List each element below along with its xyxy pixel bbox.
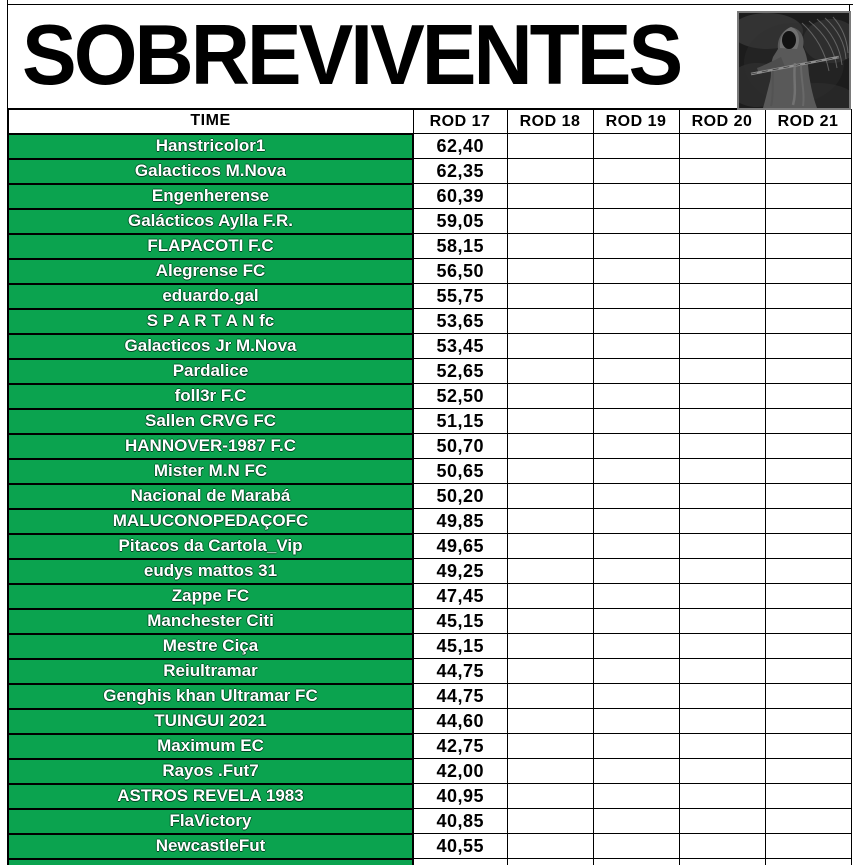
table-row	[8, 159, 851, 184]
score-cell-rod-21[interactable]	[765, 559, 851, 584]
score-cell-rod-18[interactable]	[507, 834, 593, 859]
team-cell[interactable]: Pitacos da Cartola_Vip	[8, 534, 413, 559]
team-cell[interactable]: FLAPACOTI F.C	[8, 234, 413, 259]
score-cell-rod-18[interactable]	[507, 659, 593, 684]
score-cell-rod-18[interactable]	[507, 484, 593, 509]
table-row	[8, 259, 851, 284]
team-cell[interactable]: Mestre Ciça	[8, 634, 413, 659]
team-cell[interactable]: Mister M.N FC	[8, 459, 413, 484]
score-cell-rod-17[interactable]: 44,60	[413, 709, 507, 734]
score-cell-rod-18[interactable]	[507, 184, 593, 209]
score-cell-rod-17[interactable]: 55,75	[413, 284, 507, 309]
page-title: SOBREVIVENTES	[22, 8, 681, 103]
score-cell-rod-20[interactable]	[679, 284, 765, 309]
team-cell[interactable]: Maximum EC	[8, 734, 413, 759]
score-cell-rod-18[interactable]	[507, 159, 593, 184]
score-cell-rod-17[interactable]: 52,65	[413, 359, 507, 384]
score-cell-rod-20[interactable]	[679, 659, 765, 684]
standings-table	[7, 109, 852, 865]
score-cell-rod-20[interactable]	[679, 259, 765, 284]
table-row	[8, 534, 851, 559]
grim-reaper-icon	[739, 13, 849, 108]
score-cell-rod-21[interactable]	[765, 309, 851, 334]
team-cell[interactable]: Rayos .Fut7	[8, 759, 413, 784]
score-cell-rod-19[interactable]	[593, 759, 679, 784]
table-row	[8, 184, 851, 209]
score-cell-rod-18[interactable]	[507, 609, 593, 634]
score-cell-rod-19[interactable]	[593, 634, 679, 659]
team-cell[interactable]: Sallen CRVG FC	[8, 409, 413, 434]
title-banner	[7, 4, 850, 109]
score-cell-rod-20[interactable]	[679, 184, 765, 209]
score-cell-rod-19[interactable]	[593, 334, 679, 359]
score-cell-rod-21[interactable]	[765, 509, 851, 534]
score-cell-rod-17[interactable]: 45,15	[413, 634, 507, 659]
score-cell-rod-17[interactable]: 47,45	[413, 584, 507, 609]
table-row	[8, 759, 851, 784]
score-cell-rod-19[interactable]	[593, 409, 679, 434]
team-cell[interactable]: FlaVictory	[8, 809, 413, 834]
score-cell-rod-18[interactable]	[507, 634, 593, 659]
table-row	[8, 409, 851, 434]
score-cell-rod-19[interactable]	[593, 559, 679, 584]
header-cell-time[interactable]: TIME	[8, 110, 413, 134]
team-cell[interactable]: Reiultramar	[8, 659, 413, 684]
score-cell-rod-21[interactable]	[765, 409, 851, 434]
score-cell-rod-17[interactable]: 58,15	[413, 234, 507, 259]
score-cell-rod-17[interactable]: 62,35	[413, 159, 507, 184]
team-cell[interactable]: Manchester Citi	[8, 609, 413, 634]
table-row	[8, 784, 851, 809]
score-cell-rod-19[interactable]	[593, 859, 679, 865]
score-cell-rod-20[interactable]	[679, 759, 765, 784]
score-cell-rod-20[interactable]	[679, 734, 765, 759]
score-cell-rod-19[interactable]	[593, 159, 679, 184]
score-cell-rod-20[interactable]	[679, 359, 765, 384]
score-cell-rod-18[interactable]	[507, 784, 593, 809]
score-cell-rod-20[interactable]	[679, 859, 765, 865]
table-row	[8, 384, 851, 409]
score-cell-rod-19[interactable]	[593, 484, 679, 509]
score-cell-rod-20[interactable]	[679, 634, 765, 659]
score-cell-rod-17[interactable]: 49,65	[413, 534, 507, 559]
table-row	[8, 334, 851, 359]
score-cell-rod-18[interactable]	[507, 434, 593, 459]
score-cell-rod-21[interactable]	[765, 359, 851, 384]
score-cell-rod-19[interactable]	[593, 609, 679, 634]
score-cell-rod-17[interactable]: 62,40	[413, 134, 507, 159]
table-row	[8, 234, 851, 259]
score-cell-rod-17[interactable]: 49,25	[413, 559, 507, 584]
score-cell-rod-17[interactable]: 56,50	[413, 259, 507, 284]
score-cell-rod-19[interactable]	[593, 309, 679, 334]
score-cell-rod-21[interactable]	[765, 834, 851, 859]
score-cell-rod-19[interactable]	[593, 684, 679, 709]
score-cell-rod-20[interactable]	[679, 584, 765, 609]
score-cell-rod-20[interactable]	[679, 384, 765, 409]
score-cell-rod-17[interactable]	[413, 859, 507, 865]
score-cell-rod-17[interactable]: 52,50	[413, 384, 507, 409]
score-cell-rod-18[interactable]	[507, 734, 593, 759]
score-cell-rod-18[interactable]	[507, 409, 593, 434]
score-cell-rod-18[interactable]	[507, 459, 593, 484]
score-cell-rod-21[interactable]	[765, 184, 851, 209]
team-cell[interactable]: eudys mattos 31	[8, 559, 413, 584]
score-cell-rod-20[interactable]	[679, 409, 765, 434]
score-cell-rod-21[interactable]	[765, 634, 851, 659]
score-cell-rod-17[interactable]: 53,45	[413, 334, 507, 359]
score-cell-rod-21[interactable]	[765, 609, 851, 634]
score-cell-rod-19[interactable]	[593, 384, 679, 409]
score-cell-rod-19[interactable]	[593, 809, 679, 834]
score-cell-rod-17[interactable]: 51,15	[413, 409, 507, 434]
score-cell-rod-18[interactable]	[507, 359, 593, 384]
team-cell[interactable]: ASTROS REVELA 1983	[8, 784, 413, 809]
score-cell-rod-20[interactable]	[679, 709, 765, 734]
team-cell[interactable]	[8, 859, 413, 865]
score-cell-rod-18[interactable]	[507, 509, 593, 534]
score-cell-rod-19[interactable]	[593, 259, 679, 284]
score-cell-rod-18[interactable]	[507, 759, 593, 784]
score-cell-rod-20[interactable]	[679, 159, 765, 184]
score-cell-rod-21[interactable]	[765, 209, 851, 234]
score-cell-rod-21[interactable]	[765, 384, 851, 409]
table-row	[8, 559, 851, 584]
score-cell-rod-17[interactable]: 45,15	[413, 609, 507, 634]
score-cell-rod-17[interactable]: 42,75	[413, 734, 507, 759]
team-cell[interactable]: S P A R T A N fc	[8, 309, 413, 334]
table-row	[8, 709, 851, 734]
score-cell-rod-18[interactable]	[507, 859, 593, 865]
score-cell-rod-18[interactable]	[507, 259, 593, 284]
score-cell-rod-18[interactable]	[507, 559, 593, 584]
score-cell-rod-21[interactable]	[765, 234, 851, 259]
score-cell-rod-20[interactable]	[679, 834, 765, 859]
table-row	[8, 459, 851, 484]
table-row	[8, 809, 851, 834]
score-cell-rod-18[interactable]	[507, 534, 593, 559]
table-row	[8, 359, 851, 384]
score-cell-rod-18[interactable]	[507, 334, 593, 359]
table-row	[8, 509, 851, 534]
header-cell-rod-21[interactable]: ROD 21	[765, 110, 851, 134]
team-cell[interactable]: MALUCONOPEDAÇOFC	[8, 509, 413, 534]
score-cell-rod-21[interactable]	[765, 684, 851, 709]
header-cell-rod-18[interactable]: ROD 18	[507, 110, 593, 134]
score-cell-rod-17[interactable]: 59,05	[413, 209, 507, 234]
table-row	[8, 584, 851, 609]
score-cell-rod-17[interactable]: 44,75	[413, 684, 507, 709]
score-cell-rod-18[interactable]	[507, 209, 593, 234]
table-row	[8, 609, 851, 634]
score-cell-rod-20[interactable]	[679, 309, 765, 334]
score-cell-rod-21[interactable]	[765, 784, 851, 809]
table-row	[8, 284, 851, 309]
team-cell[interactable]: HANNOVER-1987 F.C	[8, 434, 413, 459]
score-cell-rod-18[interactable]	[507, 284, 593, 309]
score-cell-rod-19[interactable]	[593, 659, 679, 684]
team-cell[interactable]: TUINGUI 2021	[8, 709, 413, 734]
score-cell-rod-17[interactable]: 53,65	[413, 309, 507, 334]
score-cell-rod-19[interactable]	[593, 709, 679, 734]
score-cell-rod-17[interactable]: 50,20	[413, 484, 507, 509]
header-row	[8, 110, 851, 134]
score-cell-rod-20[interactable]	[679, 134, 765, 159]
score-cell-rod-19[interactable]	[593, 134, 679, 159]
score-cell-rod-21[interactable]	[765, 734, 851, 759]
score-cell-rod-17[interactable]: 50,65	[413, 459, 507, 484]
score-cell-rod-21[interactable]	[765, 334, 851, 359]
team-cell[interactable]: Hanstricolor1	[8, 134, 413, 159]
score-cell-rod-21[interactable]	[765, 534, 851, 559]
table-row	[8, 634, 851, 659]
table-row	[8, 209, 851, 234]
score-cell-rod-21[interactable]	[765, 159, 851, 184]
header-cell-rod-19[interactable]: ROD 19	[593, 110, 679, 134]
score-cell-rod-19[interactable]	[593, 284, 679, 309]
score-cell-rod-19[interactable]	[593, 434, 679, 459]
team-cell[interactable]: foll3r F.C	[8, 384, 413, 409]
score-cell-rod-18[interactable]	[507, 134, 593, 159]
header-cell-rod-20[interactable]: ROD 20	[679, 110, 765, 134]
grim-reaper-image	[737, 11, 851, 110]
score-cell-rod-19[interactable]	[593, 359, 679, 384]
header-cell-rod-17[interactable]: ROD 17	[413, 110, 507, 134]
score-cell-rod-19[interactable]	[593, 509, 679, 534]
score-cell-rod-17[interactable]: 42,00	[413, 759, 507, 784]
team-cell[interactable]: eduardo.gal	[8, 284, 413, 309]
table-row	[8, 659, 851, 684]
team-cell[interactable]: Galacticos M.Nova	[8, 159, 413, 184]
score-cell-rod-18[interactable]	[507, 384, 593, 409]
score-cell-rod-20[interactable]	[679, 559, 765, 584]
score-cell-rod-20[interactable]	[679, 534, 765, 559]
score-cell-rod-19[interactable]	[593, 209, 679, 234]
score-cell-rod-19[interactable]	[593, 459, 679, 484]
table-row	[8, 309, 851, 334]
team-cell[interactable]: Zappe FC	[8, 584, 413, 609]
score-cell-rod-19[interactable]	[593, 534, 679, 559]
table-row	[8, 484, 851, 509]
score-cell-rod-21[interactable]	[765, 809, 851, 834]
score-cell-rod-21[interactable]	[765, 709, 851, 734]
score-cell-rod-17[interactable]: 40,55	[413, 834, 507, 859]
score-cell-rod-19[interactable]	[593, 234, 679, 259]
score-cell-rod-18[interactable]	[507, 309, 593, 334]
score-cell-rod-19[interactable]	[593, 584, 679, 609]
score-cell-rod-18[interactable]	[507, 584, 593, 609]
team-cell[interactable]: Galacticos Jr M.Nova	[8, 334, 413, 359]
score-cell-rod-21[interactable]	[765, 859, 851, 865]
score-cell-rod-18[interactable]	[507, 809, 593, 834]
table-body	[8, 134, 851, 865]
team-cell[interactable]: Pardalice	[8, 359, 413, 384]
score-cell-rod-17[interactable]: 40,95	[413, 784, 507, 809]
table-row	[8, 734, 851, 759]
team-cell[interactable]: Galácticos Aylla F.R.	[8, 209, 413, 234]
team-cell[interactable]: Alegrense FC	[8, 259, 413, 284]
score-cell-rod-20[interactable]	[679, 209, 765, 234]
score-cell-rod-18[interactable]	[507, 684, 593, 709]
score-cell-rod-21[interactable]	[765, 259, 851, 284]
score-cell-rod-17[interactable]: 44,75	[413, 659, 507, 684]
score-cell-rod-20[interactable]	[679, 459, 765, 484]
table-row	[8, 434, 851, 459]
score-cell-rod-19[interactable]	[593, 184, 679, 209]
score-cell-rod-20[interactable]	[679, 334, 765, 359]
table-row-partial	[8, 859, 851, 865]
score-cell-rod-20[interactable]	[679, 684, 765, 709]
score-cell-rod-17[interactable]: 50,70	[413, 434, 507, 459]
table-row	[8, 684, 851, 709]
score-cell-rod-21[interactable]	[765, 134, 851, 159]
score-cell-rod-21[interactable]	[765, 584, 851, 609]
team-cell[interactable]: Engenherense	[8, 184, 413, 209]
score-cell-rod-20[interactable]	[679, 234, 765, 259]
score-cell-rod-21[interactable]	[765, 659, 851, 684]
score-cell-rod-19[interactable]	[593, 834, 679, 859]
score-cell-rod-17[interactable]: 60,39	[413, 184, 507, 209]
score-cell-rod-21[interactable]	[765, 434, 851, 459]
score-cell-rod-18[interactable]	[507, 709, 593, 734]
score-cell-rod-21[interactable]	[765, 284, 851, 309]
score-cell-rod-21[interactable]	[765, 459, 851, 484]
score-cell-rod-20[interactable]	[679, 484, 765, 509]
score-cell-rod-19[interactable]	[593, 784, 679, 809]
score-cell-rod-20[interactable]	[679, 509, 765, 534]
score-cell-rod-20[interactable]	[679, 434, 765, 459]
score-cell-rod-21[interactable]	[765, 759, 851, 784]
score-cell-rod-20[interactable]	[679, 609, 765, 634]
score-cell-rod-20[interactable]	[679, 809, 765, 834]
table-row	[8, 134, 851, 159]
score-cell-rod-18[interactable]	[507, 234, 593, 259]
score-cell-rod-21[interactable]	[765, 484, 851, 509]
team-cell[interactable]: NewcastleFut	[8, 834, 413, 859]
score-cell-rod-20[interactable]	[679, 784, 765, 809]
score-cell-rod-17[interactable]: 49,85	[413, 509, 507, 534]
team-cell[interactable]: Nacional de Marabá	[8, 484, 413, 509]
score-cell-rod-19[interactable]	[593, 734, 679, 759]
score-cell-rod-17[interactable]: 40,85	[413, 809, 507, 834]
table-row	[8, 834, 851, 859]
team-cell[interactable]: Genghis khan Ultramar FC	[8, 684, 413, 709]
